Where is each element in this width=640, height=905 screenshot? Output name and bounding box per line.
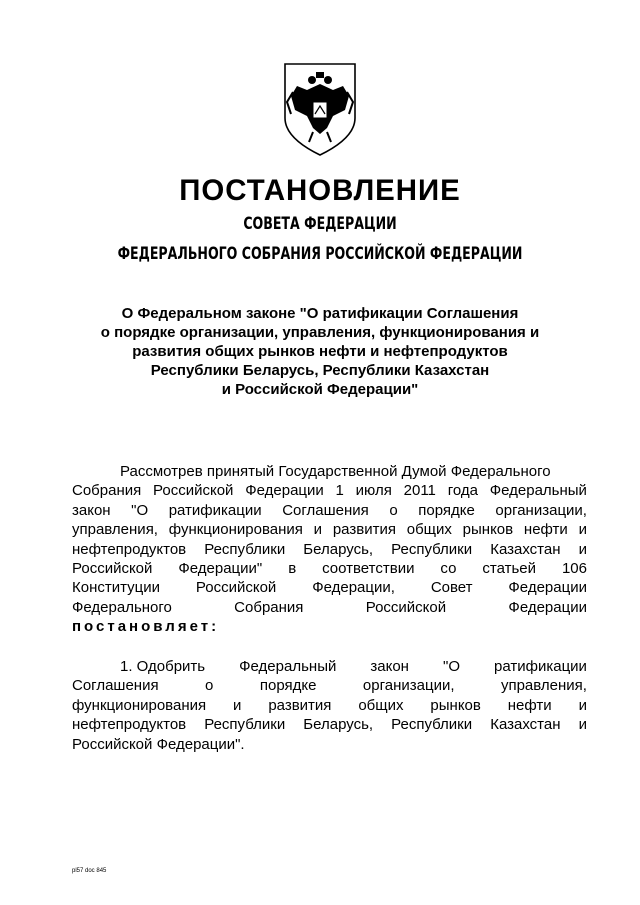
word: порядке [259,677,317,695]
word: нефти [523,521,568,539]
word: Конституции [72,579,161,597]
decision-word: постановляет: [72,618,220,636]
word: в [288,560,297,578]
word: Российской [153,482,234,500]
paragraph-line [72,715,587,734]
word: Республики [204,540,286,558]
heading-line: развития общих рынков нефти и нефтепродуктов [132,343,508,360]
word: общих [406,521,452,539]
word: Федерации, [312,579,395,597]
word: Федерального [72,598,172,616]
word: со [440,560,457,578]
paragraph-line [72,520,587,539]
word: 106 [561,560,587,578]
word: Казахстан [490,716,561,734]
word: закон [370,658,409,675]
issuing-body-line-1: СОВЕТА ФЕДЕРАЦИИ [243,214,397,234]
paragraph-line [72,501,587,520]
word: Федерации [508,598,587,616]
paragraph-line [72,676,587,695]
paragraph-line [72,598,587,617]
word: Беларусь, [303,716,374,734]
word: "О [443,658,460,675]
paragraph-line [72,462,587,481]
paragraph-line [72,657,587,676]
word: Республики [391,540,473,558]
clause-1-paragraph [72,657,587,754]
word: 1 [335,482,344,500]
word: управления, [500,677,587,695]
preamble-paragraph [72,462,587,637]
word: закон [72,501,111,519]
word: Соглашения [72,677,159,695]
document-code: pl57 doc 845 [72,868,107,874]
word: Российской [365,598,447,616]
word: "О [131,501,149,519]
paragraph-line [72,559,587,578]
word: общих [358,696,404,714]
word: Собрания [234,598,304,616]
word: Федерации [245,482,324,500]
word: и [578,716,587,734]
heading-line: Республики Беларусь, Республики Казахстан [150,362,490,379]
word: о [205,677,214,695]
word: июля [355,482,392,500]
word: развития [332,521,396,539]
word: Российской [72,560,153,578]
word: Республики [204,716,286,734]
word: управления, [72,521,158,539]
word: рынков [462,521,514,539]
word: и [233,696,242,714]
paragraph-line [72,540,587,559]
word: развития [268,696,332,714]
heading-line: и Российской Федерации" [221,381,419,398]
word: года [447,482,478,500]
word: соответствии [322,560,415,578]
word: организации, [495,501,587,519]
word: Совет [430,579,473,597]
word: Республики [391,716,473,734]
word: функционирования [72,696,207,714]
coat-of-arms-emblem [279,62,361,157]
paragraph-line: Российской Федерации". [72,735,245,753]
word: Казахстан [490,540,561,558]
word: Федерации [508,579,587,597]
word: нефтепродуктов [72,540,187,558]
word: Федеральный [489,482,587,500]
word: Федерации" [178,560,263,578]
word: и [578,696,587,714]
word: и [578,540,587,558]
word: и [313,521,323,539]
word: рынков [430,696,481,714]
document-title: ПОСТАНОВЛЕНИЕ [179,174,461,207]
word: организации, [362,677,455,695]
heading-line: о порядке организации, управления, функционирования и [100,324,540,341]
word: функционирования [168,521,303,539]
word: Собрания [72,482,142,500]
paragraph-line [72,481,587,500]
issuing-body-line-2: ФЕДЕРАЛЬНОГО СОБРАНИЯ РОССИЙСКОЙ ФЕДЕРАЦИИ [117,244,523,264]
word: 1. Одобрить [120,658,206,675]
word: порядке [418,501,475,519]
decision-line [72,617,587,636]
word: ратификации [494,658,587,675]
word: ратификации [168,501,262,519]
word: Соглашения [282,501,369,519]
word: Федеральный [239,658,337,675]
word: и [578,521,587,539]
word: нефти [507,696,552,714]
word: статьей [482,560,536,578]
word: Рассмотрев принятый Государственной Думой Федерального [120,463,551,480]
word: нефтепродуктов [72,716,187,734]
word: Российской [195,579,277,597]
heading-line: О Федеральном законе "О ратификации Соглашения [121,305,519,322]
word: 2011 [403,482,436,500]
resolution-heading [90,304,550,399]
word: о [389,501,398,519]
word: Беларусь, [303,540,374,558]
paragraph-line [72,578,587,597]
paragraph-line [72,696,587,715]
